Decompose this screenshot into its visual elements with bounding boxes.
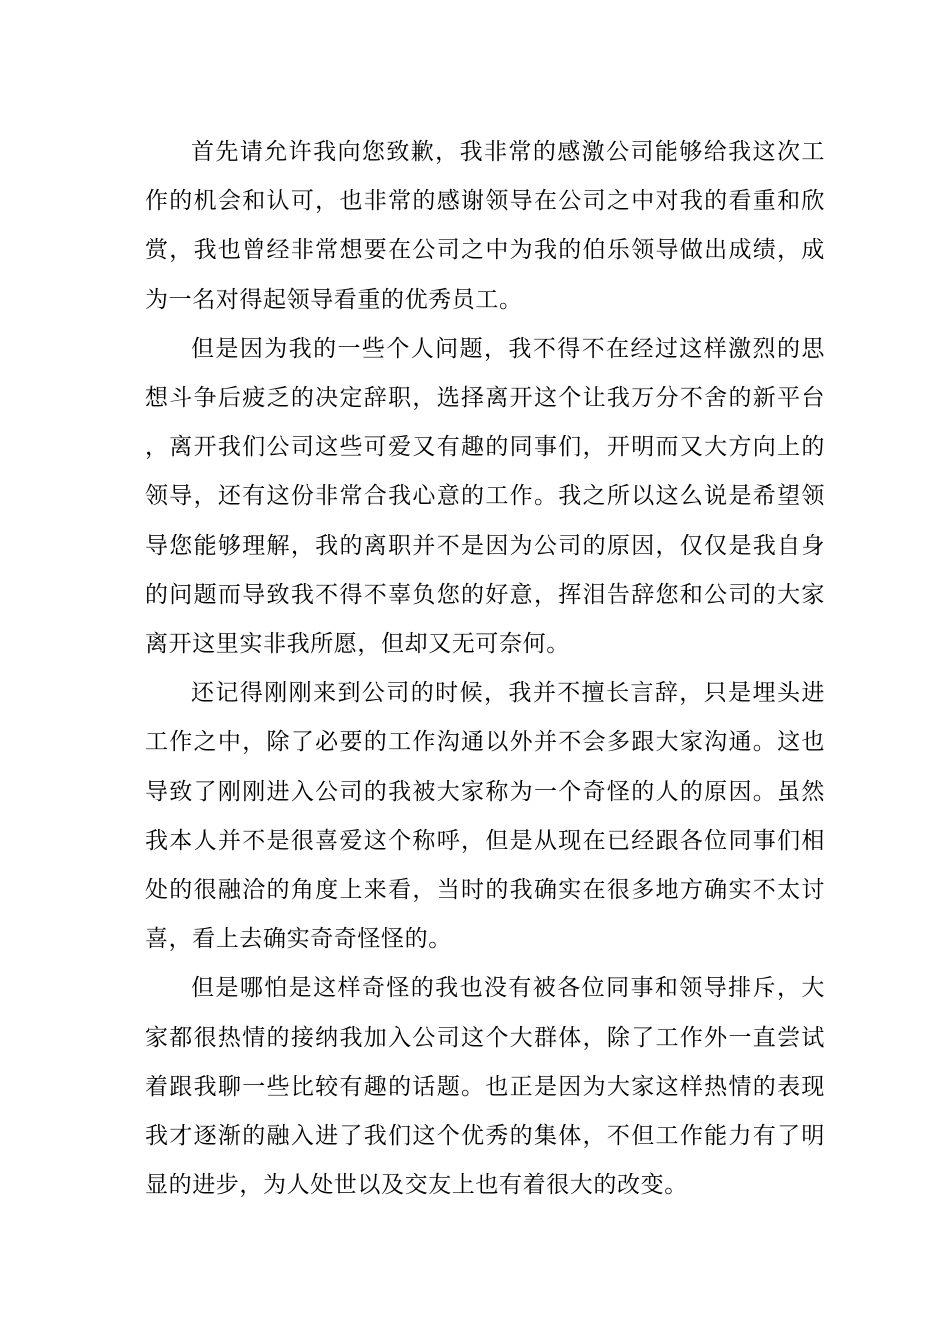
paragraph-3: 还记得刚刚来到公司的时候，我并不擅长言辞，只是埋头进工作之中，除了必要的工作沟通以外并不会多跟大家沟通。这也导致了刚刚进入公司的我被大家称为一个奇怪的人的原因。虽然我本人并不是很喜爱这个称呼，但是从现在已经跟各位同事们相处的很融洽的角度上来看，当时的我确实在很多地方确实不太讨喜，看上去确实奇奇怪怪的。 [145,680,825,953]
paragraph-2: 但是因为我的一些个人问题，我不得不在经过这样激烈的思想斗争后疲乏的决定辞职，选择离开这个让我万分不舍的新平台，离开我们公司这些可爱又有趣的同事们，开明而又大方向上的领导，还有这份非常合我心意的工作。我之所以这么说是希望领导您能够理解，我的离职并不是因为公司的原因，仅仅是我自身的问题而导致我不得不辜负您的好意，挥泪告辞您和公司的大家离开这里实非我所愿，但却又无可奈何。 [145,335,825,658]
document-body [145,128,825,1210]
paragraph-1: 首先请允许我向您致歉，我非常的感激公司能够给我这次工作的机会和认可，也非常的感谢领导在公司之中对我的看重和欣赏，我也曾经非常想要在公司之中为我的伯乐领导做出成绩，成为一名对得起领导看重的优秀员工。 [145,139,825,313]
paragraph-4: 但是哪怕是这样奇怪的我也没有被各位同事和领导排斥，大家都很热情的接纳我加入公司这个大群体，除了工作外一直尝试着跟我聊一些比较有趣的话题。也正是因为大家这样热情的表现我才逐渐的融入进了我们这个优秀的集体，不但工作能力有了明显的进步，为人处世以及交友上也有着很大的改变。 [145,975,825,1199]
